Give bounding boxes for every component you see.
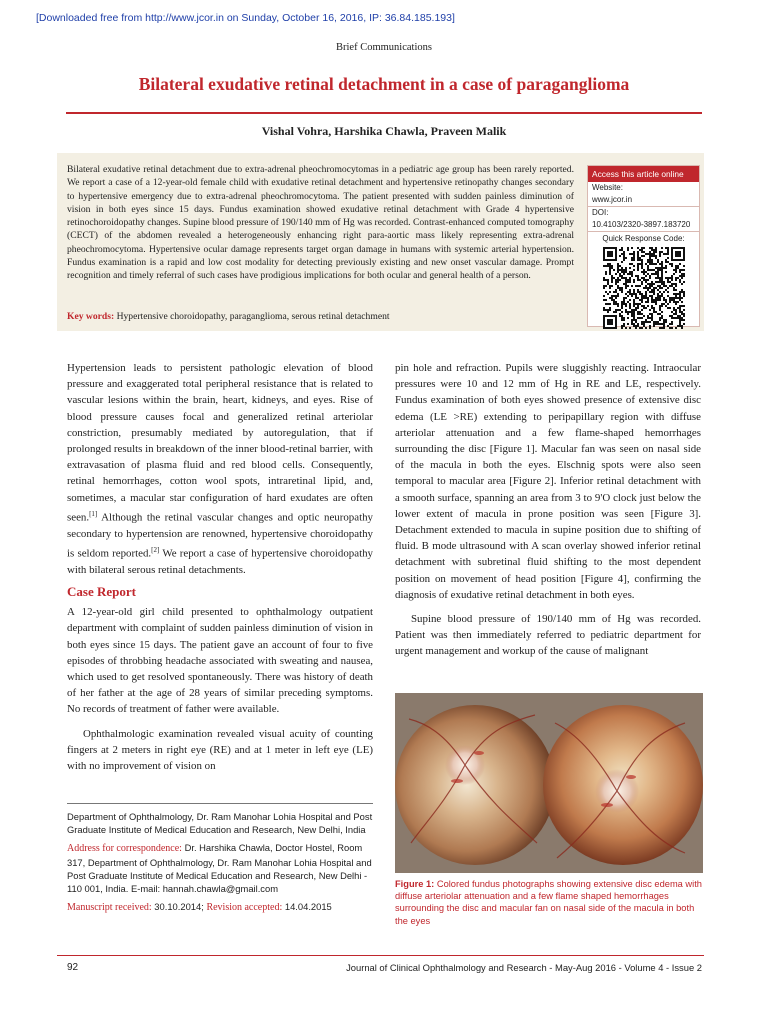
affiliation-block xyxy=(67,810,373,919)
fundus-right-eye xyxy=(395,705,555,865)
author-list: Vishal Vohra, Harshika Chawla, Praveen Malik xyxy=(261,124,507,138)
abstract-text: Bilateral exudative retinal detachment due to extra-adrenal pheochromocytomas in a pediatric age group has been rarely reported. We report a case of a 12-year-old female child with exudative retinal detachment and hypertensive retinopathy changes secondary to hypertensive emergency due to extra-adrenal pheochromocytoma. The patient presented with sudden painless diminution of vision in both eyes since 15 days. Fundus examination showed exudative retinal detachment with Grade 4 hypertensive retinochoroidopathy changes. Supine blood pressure of 190/140 mm of Hg was recorded. Contrast-enhanced computed tomography (CECT) of the abdomen revealed a heterogeneously enhancing right para-aortic mass likely representing extra-adrenal pheochromocytoma. Hypertensive ocular damage represents target organ damage in humans with systemic arterial hypertension. Fundus examination is a rapid and low cost modality for detecting previously existing and new onset vascular damage. Prompt recognition and timely referral of such cases have prodigious implications for both ocular and general health of a person. xyxy=(67,164,574,282)
case-report-heading: Case Report xyxy=(67,583,136,599)
received-label: Manuscript received: xyxy=(67,902,152,914)
bp-paragraph: Supine blood pressure of 190/140 mm of Hg was recorded. Patient was then immediately referred to pediatric department for urgent management and workup of the cause of malignant xyxy=(395,613,701,658)
accepted-label: Revision accepted: xyxy=(206,902,283,914)
keywords xyxy=(67,311,587,322)
body-column-right xyxy=(395,360,701,660)
website-label: Website: xyxy=(592,183,623,192)
footer-divider xyxy=(57,955,704,956)
intro-text-a: Hypertension leads to persistent pathologic elevation of blood pressure and exaggerated total peripheral resistance that is related to vascular lesions within the brain, heart, kidneys, and eyes. Rise of blood pressure causes focal and generalized retinal arteriolar constriction, presumably mediated by autoregulation, that if prolonged results in breakdown of the inner blood-retinal barrier, with extravasation of plasma fluid and red blood cells. Consequently, retinal hemorrhages, cotton wool spots, intraretinal lipid, and, sometimes, a macular star configuration of hard exudates are often seen. xyxy=(67,362,373,524)
intro-paragraph xyxy=(67,360,373,578)
manuscript-dates xyxy=(67,900,373,914)
correspondence-address xyxy=(67,841,373,895)
download-banner: [Downloaded free from http://www.jcor.in on Sunday, October 16, 2016, IP: 36.84.185.193] xyxy=(36,12,455,24)
exam-paragraph: pin hole and refraction. Pupils were sluggishly reacting. Intraocular pressures were 10 and 12 mm of Hg in RE and LE, respectively. Fundus examination of both eyes showed presence of extensive disc edema (LE >RE) extending to peripapillary region with diffuse arteriolar attenuation and a few flame-shaped hemorrhages surrounding the disc [Figure 1]. Macular fan was seen on nasal side of the macula in both the eyes. Elschnig spots were also seen temporal to macular area [Figure 2]. Inferior retinal detachment with a smooth surface, spanning an area from 3 to 9'O clock just below the lower extent of macula in prone position was seen [Figure 3]. Detachment extended to macula in supine position due to shifting of fluid. B mode ultrasound with A scan overlay showed inferior retinal detachment with subretinal fluid shifting to the most dependent position on movement of head position [Figure 4], confirming the diagnosis of exudative retinal detachment in both eyes. xyxy=(395,362,701,601)
section-label: Brief Communications xyxy=(336,42,432,53)
reference-2[interactable]: [2] xyxy=(151,545,160,554)
affiliation-divider xyxy=(67,803,373,804)
correspondence-label: Address for correspondence: xyxy=(67,843,182,855)
keywords-label: Key words: xyxy=(67,311,115,322)
title-divider xyxy=(66,112,702,114)
intro-text-b: Although the retinal vascular changes and optic neuropathy secondary to hypertension are renowned, hypertensive choroidopathy is seldom reported. xyxy=(67,511,373,560)
accepted-date: 14.04.2015 xyxy=(282,901,332,913)
department-affiliation: Department of Ophthalmology, Dr. Ram Manohar Lohia Hospital and Post Graduate Institute of Medical Education and Research, New Delhi, India xyxy=(67,811,373,836)
access-header: Access this article online xyxy=(588,166,699,182)
page-number: 92 xyxy=(67,962,79,973)
figure-label: Figure 1: xyxy=(395,879,435,889)
body-column-left xyxy=(67,360,373,774)
article-title: Bilateral exudative retinal detachment in a case of paraganglioma xyxy=(138,74,630,94)
case-paragraph-1: A 12-year-old girl child presented to ophthalmology outpatient department with complaint of sudden painless diminution of vision in both eyes since 15 days. The patient gave an account of four to five episodes of throbbing headache associated with sweating and nausea, which used to get resolved spontaneously. There was history of death of her father at the age of 28 years of similar preceding symptoms. No records of treatment of father were available. xyxy=(67,606,373,716)
figure-caption xyxy=(395,878,705,927)
received-date: 30.10.2014; xyxy=(151,901,207,913)
qr-code-icon[interactable] xyxy=(603,247,685,329)
access-online-panel xyxy=(587,165,700,327)
qr-label: Quick Response Code: xyxy=(602,234,685,243)
fundus-figure xyxy=(395,693,703,873)
intro-text-c: We report a case of hypertensive choroidopathy with bilateral serous retinal detachments. xyxy=(67,547,373,576)
journal-footer: Journal of Clinical Ophthalmology and Research - May-Aug 2016 - Volume 4 - Issue 2 xyxy=(346,962,702,973)
keywords-text: Hypertensive choroidopathy, paraganglioma, serous retinal detachment xyxy=(114,311,390,322)
figure-caption-text: Colored fundus photographs showing extensive disc edema with diffuse arteriolar attenuation and a few flame shaped hemorrhages surrounding the disc and macular fan on nasal side of the macula in both the eyes xyxy=(395,879,702,926)
doi-value: 10.4103/2320-3897.183720 xyxy=(592,220,691,229)
doi-label: DOI: xyxy=(592,208,609,217)
case-paragraph-2: Ophthalmologic examination revealed visual acuity of counting fingers at 2 meters in right eye (RE) and at 1 meter in left eye (LE) with no improvement of vision on xyxy=(67,727,373,772)
fundus-photographs xyxy=(395,693,703,873)
website-link[interactable]: www.jcor.in xyxy=(592,195,633,204)
reference-1[interactable]: [1] xyxy=(89,509,98,518)
correspondence-text: Dr. Harshika Chawla, Doctor Hostel, Room 317, Department of Ophthalmology, Dr. Ram Manohar Lohia Hospital and Post Graduate Institute of Medical Education and Research, New Delhi - 110 001, India. E-mail: hannah.chawla@gmail.com xyxy=(67,842,372,895)
